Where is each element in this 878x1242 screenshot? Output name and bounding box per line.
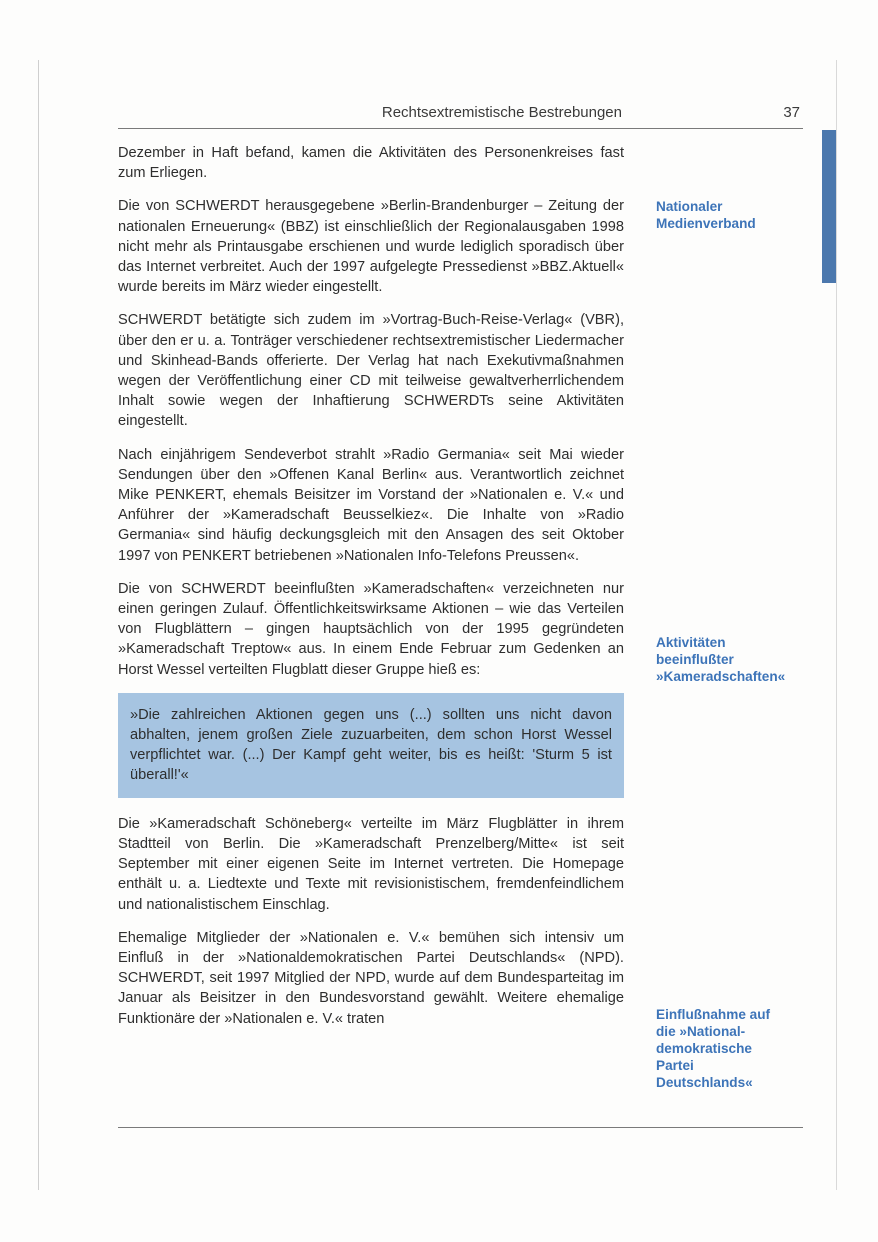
paragraph: Nach einjährigem Sendeverbot strahlt »Radio Germania« seit Mai wieder Sendungen über den »Offenen Kanal Berlin« aus. Verantwortlich zeichnet Mike PENKERT, ehemals Beisitzer im Vorstand der »Nationalen e. V.« und Anführer der »Kameradschaft Beusselkiez«. Die Inhalte von »Radio Germania« sind häufig deckungsgleich mit den Ansagen des seit Oktober 1997 von PENKERT betriebenen »Nationalen Info-Telefons Preussen«. [118,446,624,564]
paragraph: Dezember in Haft befand, kamen die Aktivitäten des Personenkreises fast zum Erliegen. [118,145,624,182]
running-header-title: Rechtsextremistische Bestrebungen [381,104,622,121]
sidenote-medienverband [656,198,756,232]
sidenote-line: Partei [656,1058,694,1073]
sidenote-kameradschaften [656,634,785,685]
sidenote-line: Einflußnahme auf [656,1007,771,1022]
paragraph: Ehemalige Mitglieder der »Nationalen e. V.« bemühen sich intensiv um Einfluß in der »Nationaldemokratischen Partei Deutschlands« (NPD). SCHWERDT, seit 1997 Mitglied der NPD, wurde auf dem Bundesparteitag im Januar als Beisitzer in den Bundesvorstand gewählt. Weitere ehemalige Funktionäre der »Nationalen e. V.« traten [118,929,624,1027]
sidenote-line: Deutschlands« [656,1075,753,1090]
footer-rule [118,1127,803,1128]
sidenote-line: Medienverband [656,216,756,231]
page-left-edge [38,60,39,1190]
quote-box: »Die zahlreichen Aktionen gegen uns (...) sollten uns nicht davon abhalten, jenem großen Ziele zuzuarbeiten, dem schon Horst Wessel verpflichtet war. (...) Der Kampf geht weiter, bis es heißt: 'Sturm 5 ist überall!'« [118,693,624,798]
paragraph: Die von SCHWERDT beeinflußten »Kameradschaften« verzeichneten nur einen geringen Zulauf. Öffentlichkeitswirksame Aktionen – wie das Verteilen von Flugblättern – gingen hauptsächlich von der 1995 gegründeten »Kameradschaft Treptow« aus. In einem Ende Februar zum Gedenken an Horst Wessel verteilten Flugblatt dieser Gruppe hieß es: [118,580,624,678]
sidenote-line: Aktivitäten [656,635,726,650]
page-right-edge [836,60,837,1190]
paragraph: SCHWERDT betätigte sich zudem im »Vortrag-Buch-Reise-Verlag« (VBR), über den er u. a. Tonträger verschiedener rechtsextremistischer Liedermacher und Skinhead-Bands offerierte. Der Verlag hat nach Exekutivmaßnahmen wegen der Veröffentlichung einer CD mit teilweise gewaltverherrlichendem Inhalt sowie wegen der Inhaftierung SCHWERDTs seine Aktivitäten eingestellt. [118,312,624,430]
sidenote-npd [656,1006,770,1091]
sidenote-line: »Kameradschaften« [656,669,786,684]
sidenote-line: beeinflußter [656,652,734,667]
sidenote-line: die »National- [656,1024,746,1039]
paragraph: Die »Kameradschaft Schöneberg« verteilte im März Flugblätter in ihrem Stadtteil von Berlin. Die »Kameradschaft Prenzelberg/Mitte« ist seit September mit einer eigenen Seite im Internet vertreten. Die Homepage enthält u. a. Liedtexte und Texte mit revisionistischem, fremdenfeindlichem und nationalistischem Einschlag. [118,815,624,913]
chapter-tab-marker [822,130,836,283]
paragraph: Die von SCHWERDT herausgegebene »Berlin-Brandenburger – Zeitung der nationalen Erneuerung« (BBZ) ist einschließlich der Regionalausgaben 1998 nicht mehr als Printausgabe erschienen und wurde lediglich sporadisch über das Internet verbreitet. Auch der 1997 aufgelegte Pressedienst »BBZ.Aktuell« wurde bereits im März wieder eingestellt. [118,198,624,296]
sidenote-line: demokratische [656,1041,752,1056]
sidenote-line: Nationaler [656,199,723,214]
page-number: 37 [783,104,800,121]
body-text-column [118,143,624,1042]
header-rule [118,128,803,129]
